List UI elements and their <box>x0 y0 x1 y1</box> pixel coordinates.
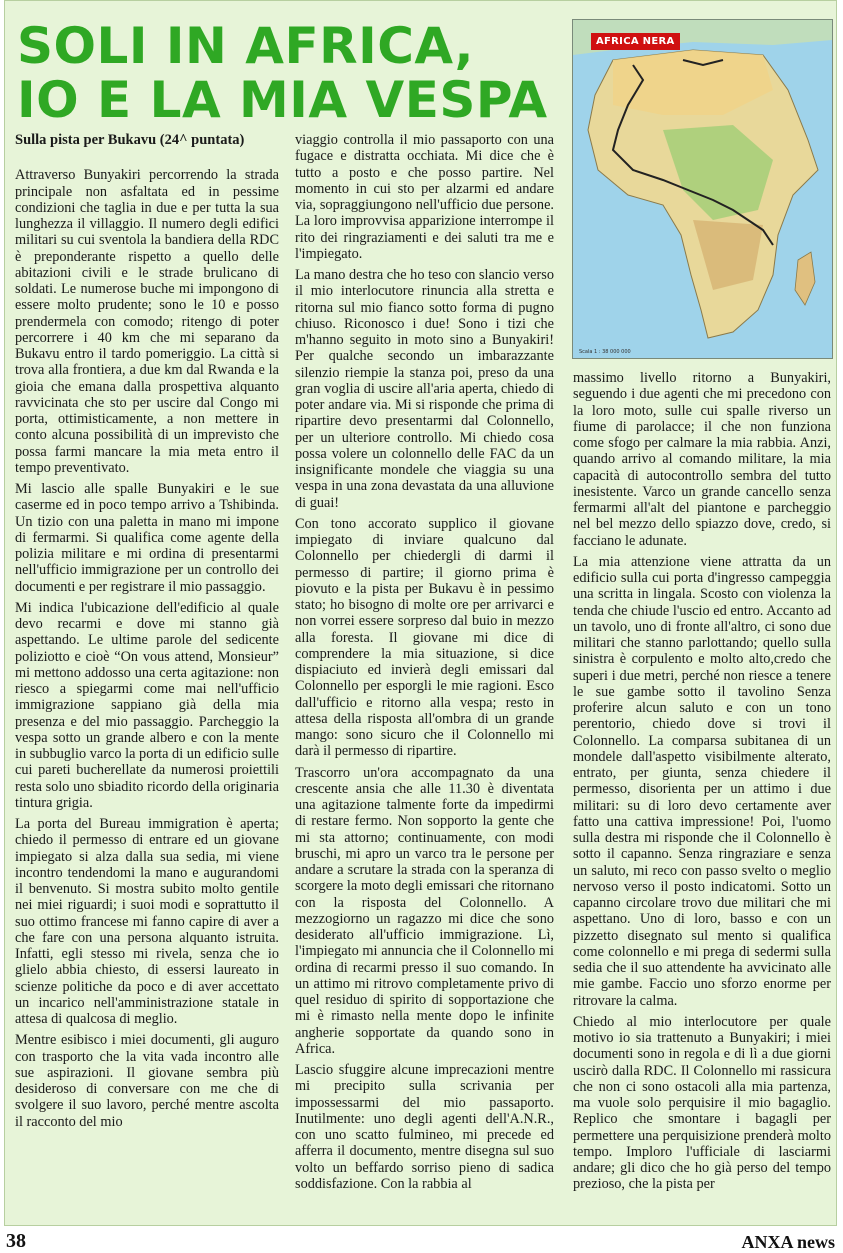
paragraph: viaggio controlla il mio passaporto con una fugace e distratta occhiata. Mi dice che è tutto a posto e che posso partire. Nel momento in cui sto per alzarmi ed andare via, sopraggiungono nell'ufficio due persone. La loro improvvisa apparizione interrompe il rito dei ringraziamenti e dei saluti tra me e l'impiegato. <box>295 132 554 262</box>
map-scale: Scala 1 : 38 000 000 <box>579 349 631 355</box>
paragraph: Mi lascio alle spalle Bunyakiri e le sue caserme ed in poco tempo arrivo a Tshibinda. Un tizio con una paletta in mano mi impone di fermarmi. Si qualifica come agente della polizia militare e mi ordina di presentarmi nell'ufficio immigrazione per un controllo dei documenti e per registrare il mio passaggio. <box>15 481 279 595</box>
article-subtitle: Sulla pista per Bukavu (24^ puntata) <box>15 132 245 148</box>
paragraph: Chiedo al mio interlocutore per quale motivo io sia trattenuto a Bunyakiri; i miei documenti sono in regola e di lì a due giorni uscirò dalla RDC. Il Colonnello mi rassicura che non ci sono ostacoli alla mia partenza, ma vuole solo perquisire il mio bagaglio. Replico che smontare i bagagli per permettere una perquisizione prenderà molto tempo. Imploro l'ufficiale di lasciarmi andare; gli dico che ho già perso del tempo prezioso, che la pista per <box>573 1013 831 1193</box>
publication-name: ANXA news <box>741 1232 835 1252</box>
article-column-1 <box>15 132 279 1135</box>
paragraph: Trascorro un'ora accompagnato da una crescente ansia che alle 11.30 è diventata una agitazione talmente forte da impedirmi di restare fermo. Non sopporto la gente che mi sta attorno; continuamente, con modi bruschi, mi apro un varco tra le persone per andare a scrutare la strada con la speranza di scorgere la moto degli emissari che ritornano con la risposta del Colonnello. A mezzogiorno un ragazzo mi dice che sono desiderato all'ufficio immigrazione. Lì, l'impiegato mi annuncia che il Colonnello mi ordina di recarmi presso il suo comando. In un attimo mi ritrovo completamente privo di quel residuo di spirito di sopportazione che mi è rimasto nella mente dopo le infinite angherie sopportate da quando sono in Africa. <box>295 764 554 1057</box>
paragraph: Lascio sfuggire alcune imprecazioni mentre mi precipito sulla scrivania per impossessarmi del mio passaporto. Inutilmente: uno degli agenti dell'A.N.R., con uno scatto fulmineo, mi precede ed afferra il documento, mentre disegna sul suo volto un beffardo sorriso pieno di sadica soddisfazione. Con la rabbia al <box>295 1062 554 1192</box>
paragraph: La porta del Bureau immigration è aperta; chiedo il permesso di entrare ed un giovane impiegato si alza dalla sua sedia, mi viene incontro tendendomi la mano e augurandomi il benvenuto. Si mostra subito molto gentile nei miei riguardi; i suoi modi e soprattutto il suo ottimo francese mi fanno capire di aver a che fare con una persona alquanto istruita. Infatti, egli stesso mi rivela, senza che io glielo abbia chiesto, di essersi laureato in scienze politiche da poco e di aver accettato un incarico nell'amministrazione statale in attesa di qualcosa di meglio. <box>15 816 279 1027</box>
article-column-3 <box>573 370 831 1198</box>
map-label: AFRICA NERA <box>591 33 680 50</box>
article-column-2 <box>295 132 554 1197</box>
paragraph: Mi indica l'ubicazione dell'edificio al quale devo recarmi e dove mi stanno già aspettando. Le ultime parole del sedicente poliziotto e cioè “On vous attend, Monsieur” mi mettono addosso una certa agitazione: non riesco a spiegarmi come mai nell'ufficio immigrazione sappiano già della mia presenza e del mio passaggio. Parcheggio la vespa sotto un grande albero e con la mente in subbuglio varco la porta di un edificio sulle cui pareti bucherellate da numerosi proiettili resta solo uno sbiadito ricordo della originaria tintura grigia. <box>15 599 279 811</box>
magazine-page <box>4 0 837 1226</box>
paragraph: Con tono accorato supplico il giovane impiegato di inviare qualcuno dal Colonnello per chiedergli di darmi il permesso di partire; il giorno prima è piovuto e la pista per Bukavu è in pessimo stato; ho bisogno di molte ore per arrivarci e non vorrei essere sorpreso dal buio in mezzo alla foresta. Il giovane mi dice di comprendere la mia situazione, si dice dispiaciuto ed invierà degli emissari dal Colonnello per esporgli le mie ragioni. Esco dall'ufficio e ritorno alla vespa; resto in attesa della risposta all'ombra di un grande mango: sono sicuro che il Colonnello mi darà il permesso di ripartire. <box>295 515 554 760</box>
paragraph: Attraverso Bunyakiri percorrendo la strada principale non asfaltata ed in pessime condizioni che taglia in due e per tutta la sua lunghezza il villaggio. Il numero degli edifici militari su cui sventola la bandiera della RDC è preponderante rispetto a quello delle abitazioni civili e le strade brulicano di soldati. Le numerose buche mi impongono di essere molto prudente; sono le 10 e posso prendermela con comodo; ritengo di poter percorrere i 40 km che mi separano da Bukavu entro il tardo pomeriggio. La città si trova alla frontiera, a due km dal Rwanda e la gioia che emana dalla prospettiva alquanto ravvicinata che sto per uscire dal Congo mi porta, ottimisticamente, a non mettere in conto alcuna possibilità di un imprevisto che possa farmi mancare la mia meta entro il tempo preventivato. <box>15 167 279 476</box>
paragraph: Mentre esibisco i miei documenti, gli auguro con trasporto che la vita vada incontro alle sue aspirazioni. Il giovane sembra più desideroso di conversare con me che di svolgere il suo lavoro, perché mentre ascolta il racconto del mio <box>15 1032 279 1130</box>
paragraph: La mano destra che ho teso con slancio verso il mio interlocutore rinuncia alla stretta e ritorna sul mio fianco sotto forma di pugno chiuso. Riconosco i due! Sono i tizi che m'hanno seguito in moto sino a Bunyakiri! Per qualche secondo un imbarazzante silenzio riempie la stanza poi, preso da una gran voglia di uscire all'aria aperta, chiedo di poter andare via. Mi si risponde che prima di ripartire devo presentarmi dal Colonnello, per un ulteriore controllo. Mi chiedo cosa possa volere un colonnello delle FAC da un insignificante mondele che viaggia su una vespa in una zona devastata da una alluvione di guai! <box>295 267 554 511</box>
title-line-2: IO E LA MIA VESPA <box>17 71 548 129</box>
article-title <box>17 19 577 127</box>
paragraph: massimo livello ritorno a Bunyakiri, seguendo i due agenti che mi precedono con la loro moto, sulle cui spalle riverso un fiume di parolacce; il che non funziona come sfogo per calmare la mia rabbia. Anzi, quando arrivo al comando militare, la mia capacità di autocontrollo sembra del tutto inesistente. Varco un grande cancello senza fermarmi all'alt del piantone e parcheggio nel bel mezzo dello spiazzo dove, credo, si facciano le adunate. <box>573 370 831 549</box>
africa-map-graphic <box>573 20 832 358</box>
africa-map-image <box>572 19 833 359</box>
page-number: 38 <box>6 1230 26 1252</box>
title-line-1: SOLI IN AFRICA, <box>17 17 475 75</box>
paragraph: La mia attenzione viene attratta da un edificio sulla cui porta d'ingresso campeggia una scritta in lingala. Scosto con violenza la tenda che chiude l'uscio ed entro. Accanto ad un tavolo, uno di fronte all'altro, ci sono due militari che stanno parlottando; quello sulla sinistra è corpulento e molto alto,credo che superi i due metri, perché non riesce a tenere le sue gambe sotto il tavolino Senza proferire alcun saluto e con un tono perentorio, chiedo dove si trovi il Colonnello. La comparsa subitanea di un mondele dall'aspetto visibilmente alterato, entrato, per giunta, senza chiedere il permesso, disorienta per un attimo i due militari: su di loro devo certamente aver fatto una cattiva impressione! Poi, l'uomo sulla destra mi risponde che il Colonnello è sotto il capanno. Senza ringraziare e senza un saluto, mi reco con passo svelto o meglio nervoso verso il posto indicatomi. Sotto un capanno circolare trovo due militari che mi aspettano. Uno di loro, basso e con un pizzetto disegnato sul mento si qualifica come colonnello e mi prega di sedermi sulla sedia che il suo attendente ha avvicinato alle mie gambe. Faccio uno sforzo enorme per ritrovare la calma. <box>573 553 831 1009</box>
